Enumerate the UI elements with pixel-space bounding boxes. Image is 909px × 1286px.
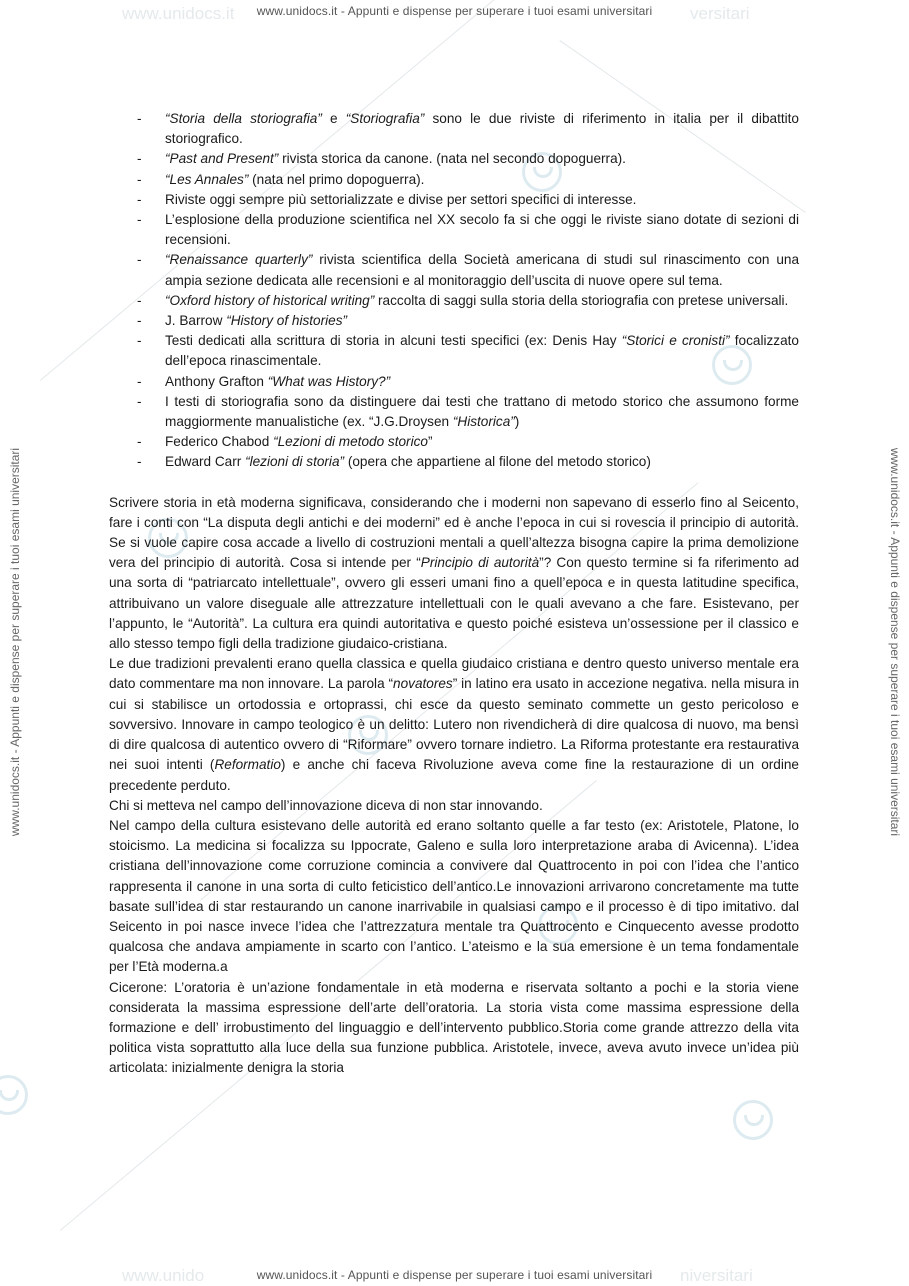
- watermark-ghost-text: niversitari: [680, 1266, 753, 1285]
- text-run: Le due tradizioni prevalenti erano quella classica e quella giudaico cristiana e dentro questo universo mentale era dato commentare ma non innovare. La parola “: [109, 656, 799, 692]
- text-run: I testi di storiografia sono da distinguere dai testi che trattano di metodo storico che assumono forme maggiormente manualistiche (ex. “J.G.Droysen: [165, 393, 799, 430]
- bullet-dash-icon: -: [137, 292, 142, 308]
- text-run: J. Barrow: [165, 313, 227, 329]
- text-run: L’esplosione della produzione scientifica nel XX secolo fa si che oggi le riviste siano dotate di sezioni di recensioni.: [165, 212, 799, 248]
- paragraph: [109, 493, 799, 655]
- text-run: rivista storica da canone. (nata nel secondo dopoguerra).: [278, 151, 626, 167]
- section-gap: [109, 473, 799, 493]
- watermark-header: www.unidocs.it - Appunti e dispense per superare i tuoi esami universitari: [256, 4, 653, 18]
- italic-text: “What was History?”: [267, 373, 391, 389]
- list-item: [109, 392, 799, 432]
- italic-text: “Storici e cronisti”: [621, 333, 730, 349]
- text-run: Cicerone: L’oratoria è un’azione fondamentale in età moderna e riservata soltanto a pochi e la storia viene considerata la massima espressione dell’arte dell’oratoria. La storia vista come massima espressione della formazione e dell’ irrobustimento del linguaggio e dell’intervento pubblico.Storia come grande attrezzo della vita politica vista soprattutto alla luce della sua funzione pubblica. Aristotele, invece, aveva avuto invece un’idea più articolata: inizialmente denigra la storia: [109, 979, 799, 1076]
- bullet-dash-icon: -: [137, 252, 142, 268]
- document-body: [109, 109, 799, 1079]
- text-run: Chi si metteva nel campo dell’innovazione diceva di non star innovando.: [109, 797, 543, 813]
- text-run: raccolta di saggi sulla storia della storiografia con pretese universali.: [374, 292, 789, 308]
- text-run: Nel campo della cultura esistevano delle autorità ed erano soltanto quelle a far testo (ex: Aristotele, Platone, lo stoicismo. La medicina si focalizza su Ippocrate, Galeno e sulla loro interpretazione araba di Avicenna). L’idea cristiana dell’innovazione come corruzione comincia a convivere dal Quattrocento in poi con l’idea che l’antico rappresenta il canone in una sorta di culto feticistico dell’antico.Le innovazioni arrivarono concretamente ma tutte basate sull’idea di star restaurando un canone inarrivabile in qualsiasi campo e il processo è di tipo imitativo. dal Seicento in poi nasce invece l’idea che l’attrezzatura mentale tra Quattrocento e Cinquecento avesse prodotto qualcosa che andava ampiamente in scarto con l’antico. L’ateismo e la sua emersione è un tema fondamentale per l’Età moderna.a: [109, 817, 799, 975]
- bullet-dash-icon: -: [137, 191, 142, 207]
- bullet-dash-icon: -: [137, 151, 142, 167]
- list-item: [109, 170, 799, 190]
- paragraphs: [109, 493, 799, 1079]
- bullet-dash-icon: -: [137, 333, 142, 349]
- italic-text: “Les Annales”: [165, 171, 249, 187]
- italic-text: Principio di autorità: [420, 555, 540, 571]
- list-item: [109, 452, 799, 472]
- list-item: [109, 250, 799, 290]
- watermark-logo-icon: [0, 1075, 28, 1115]
- watermark-ghost-text: www.unido: [122, 1266, 205, 1285]
- list-item: [109, 190, 799, 210]
- text-run: ”: [427, 434, 433, 450]
- list-item: [109, 372, 799, 392]
- italic-text: “History of histories”: [226, 313, 348, 329]
- text-run: Edward Carr: [165, 454, 246, 470]
- text-run: ” in latino era usato in accezione negativa. nella misura in cui si stabilisce un ortodossia e ortoprassi, chi esce da questo seminato commette un gesto pericoloso e sovversivo. Innovare in campo teologico è un delitto: Lutero non rivendicherà di dire qualcosa di nuovo, ma bensì di dire qualcosa di autentico ovvero di “Riformare” ovvero tornare indietro. La Riforma protestante era restaurativa nei suoi intenti (: [109, 676, 799, 773]
- watermark-logo-icon: [733, 1100, 773, 1140]
- text-run: e: [321, 111, 346, 126]
- italic-text: “Lezioni di metodo storico: [273, 434, 428, 450]
- paragraph: [109, 978, 799, 1079]
- list-item: [109, 331, 799, 371]
- bullet-dash-icon: -: [137, 313, 142, 329]
- italic-text: “Past and Present”: [165, 151, 279, 167]
- italic-text: “Historica”: [452, 414, 515, 430]
- text-run: Federico Chabod: [165, 434, 274, 450]
- paragraph: [109, 654, 799, 795]
- list-item: [109, 311, 799, 331]
- bullet-dash-icon: -: [137, 111, 142, 126]
- bullet-dash-icon: -: [137, 373, 142, 389]
- italic-text: “lezioni di storia”: [245, 454, 345, 470]
- text-run: ): [514, 414, 520, 430]
- text-run: sono le due riviste di riferimento in italia per il dibattito storiografico.: [165, 111, 799, 147]
- bullet-list: [109, 109, 799, 473]
- italic-text: novatores: [393, 676, 453, 692]
- italic-text: “Renaissance quarterly”: [165, 252, 313, 268]
- list-item: [109, 432, 799, 452]
- text-run: Anthony Grafton: [165, 373, 268, 389]
- paragraph: [109, 816, 799, 978]
- text-run: ”? Con questo termine si fa riferimento ad una sorta di “patriarcato intellettuale”, ovvero gli esseri umani fino a quell’epoca e in questa latitudine specifica, attribuivano un valore diseguale alle attrezzature intellettuali con le quali avevano a che fare. Esistevano, per l’appunto, le “Autorità”. La cultura era quindi autoritativa e questo poiché esisteva un’ossessione per il classico e allo stesso tempo figli della tradizione giudaico-cristiana.: [109, 555, 800, 652]
- list-item: [109, 149, 799, 169]
- text-run: Riviste oggi sempre più settorializzate e divise per settori specifici di interesse.: [165, 191, 637, 207]
- italic-text: Reformatio: [214, 757, 281, 773]
- watermark-side-left: www.unidocs.it - Appunti e dispense per superare i tuoi esami universitari: [8, 447, 22, 837]
- text-run: rivista scientifica della Società americana di studi sul rinascimento con una ampia sezione dedicata alle recensioni e al monitoraggio dell’uscita di nuove opere sul tema.: [165, 252, 799, 288]
- watermark-side-right: www.unidocs.it - Appunti e dispense per superare i tuoi esami universitari: [888, 447, 902, 837]
- italic-text: “Storiografia”: [345, 111, 425, 126]
- list-item: [109, 291, 799, 311]
- text-run: (nata nel primo dopoguerra).: [248, 171, 425, 187]
- bullet-dash-icon: -: [137, 434, 142, 450]
- watermark-footer: www.unidocs.it - Appunti e dispense per superare i tuoi esami universitari: [256, 1268, 653, 1282]
- bullet-dash-icon: -: [137, 212, 142, 228]
- italic-text: “Storia della storiografia”: [165, 111, 322, 126]
- text-run: focalizzato dell’epoca rinascimentale.: [165, 333, 799, 369]
- bullet-dash-icon: -: [137, 454, 142, 470]
- paragraph: [109, 796, 799, 816]
- text-run: (opera che appartiene al filone del metodo storico): [344, 454, 651, 470]
- bullet-dash-icon: -: [137, 171, 142, 187]
- text-run: Testi dedicati alla scrittura di storia in alcuni testi specifici (ex: Denis Hay: [165, 333, 622, 349]
- bullet-dash-icon: -: [137, 393, 142, 409]
- text-run: Scrivere storia in età moderna significava, considerando che i moderni non sapevano di esserlo fino al Seicento, fare i conti con “La disputa degli antichi e dei moderni” ed è anche l’epoca in cui si rovescia il principio di autorità. Se si vuole capire cosa accade a livello di costruzioni mentali a quell’altezza bisogna capire la prima demolizione vera del principio di autorità. Cosa si intende per “: [109, 494, 799, 571]
- italic-text: “Oxford history of historical writing”: [165, 292, 375, 308]
- text-run: ) e anche chi faceva Rivoluzione aveva come fine la restaurazione di un ordine precedente perduto.: [109, 757, 799, 793]
- watermark-ghost-text: www.unidocs.it: [122, 4, 235, 23]
- watermark-ghost-text: versitari: [690, 4, 750, 23]
- list-item: [109, 210, 799, 250]
- list-item: [109, 109, 799, 149]
